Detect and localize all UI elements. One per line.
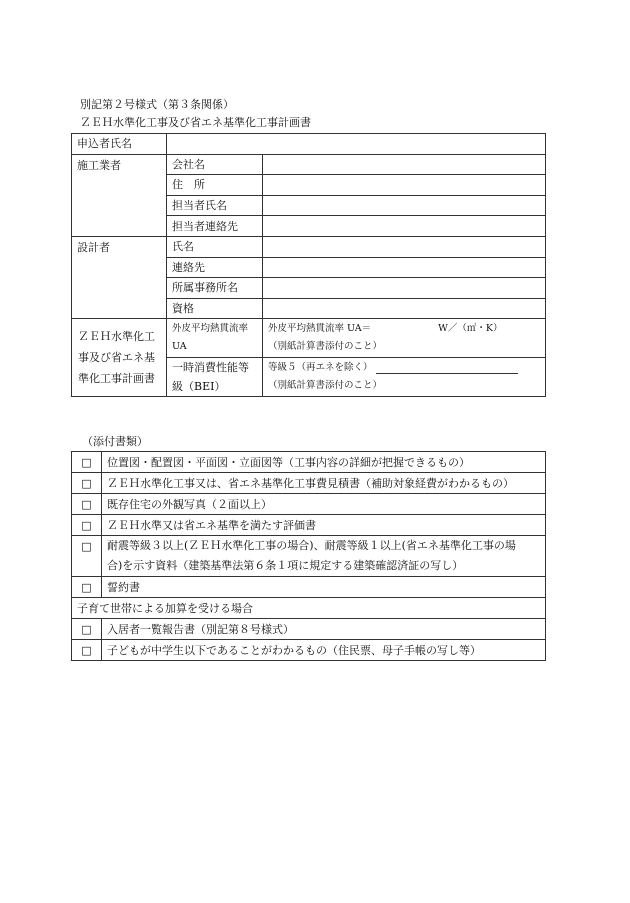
ua-label-line1: 外皮平均熱貫流率 xyxy=(172,323,249,335)
applicant-value[interactable] xyxy=(167,134,546,155)
attachment-item: 入居者一覧報告書（別記第８号様式） xyxy=(102,619,546,640)
checkbox[interactable]: □ xyxy=(72,640,102,661)
designer-name-label: 氏名 xyxy=(167,236,263,257)
designer-label: 設計者 xyxy=(72,236,167,318)
attachment-item: ＺＥＨ水準化工事又は、省エネ基準化工事費見積書（補助対象経費がわかるもの） xyxy=(102,473,546,494)
ua-unit: W／（㎡・K） xyxy=(438,323,503,335)
checkbox[interactable]: □ xyxy=(72,515,102,536)
checkbox[interactable]: □ xyxy=(72,536,102,577)
attachment-item: ＺＥＨ水準又は省エネ基準を満たす評価書 xyxy=(102,515,546,536)
ua-value-prefix: 外皮平均熱貫流率 UA＝ xyxy=(268,323,372,335)
zeh-plan-label xyxy=(72,319,167,397)
contractor-label: 施工業者 xyxy=(72,154,167,236)
bei-value-line xyxy=(268,362,545,374)
attachment-item-seismic xyxy=(102,536,546,577)
contractor-company-value[interactable] xyxy=(263,154,546,175)
designer-name-value[interactable] xyxy=(263,236,546,257)
bei-value-cell[interactable] xyxy=(263,358,546,397)
designer-contact-label: 連絡先 xyxy=(167,257,263,278)
ua-value-cell[interactable] xyxy=(263,319,546,358)
checkbox[interactable]: □ xyxy=(72,473,102,494)
contractor-person-value[interactable] xyxy=(263,195,546,216)
zeh-plan-label-line: ＺＥＨ水準化工 xyxy=(78,330,155,344)
bei-blank-line[interactable] xyxy=(376,364,518,374)
attachment-item: 位置図・配置図・平面図・立面図等（工事内容の詳細が把握できるもの） xyxy=(102,452,546,473)
checkbox[interactable]: □ xyxy=(72,619,102,640)
ua-note: （別紙計算書添付のこと） xyxy=(268,341,383,353)
attachments-table xyxy=(71,451,546,661)
contractor-company-label: 会社名 xyxy=(167,154,263,175)
bei-label xyxy=(167,358,263,397)
applicant-label: 申込者氏名 xyxy=(72,134,167,155)
contractor-address-value[interactable] xyxy=(263,175,546,196)
attachments-title: （添付書類） xyxy=(82,435,148,448)
bei-label-line1: 一時消費性能等 xyxy=(172,361,249,375)
ua-label-line2: UA xyxy=(172,341,187,353)
attachment-item: 子どもが中学生以下であることがわかるもの（住民票、母子手帳の写し等） xyxy=(102,640,546,661)
applicant-row xyxy=(72,134,546,155)
bei-note: （別紙計算書添付のこと） xyxy=(268,380,383,392)
designer-contact-value[interactable] xyxy=(263,257,546,278)
child-section-header: 子育て世帯による加算を受ける場合 xyxy=(72,598,546,619)
contractor-contact-value[interactable] xyxy=(263,216,546,237)
checkbox[interactable]: □ xyxy=(72,577,102,598)
plan-form-table xyxy=(71,133,546,397)
zeh-plan-label-line: 事及び省エネ基 xyxy=(78,351,155,365)
contractor-address-label: 住 所 xyxy=(167,175,263,196)
designer-qualification-label: 資格 xyxy=(167,298,263,319)
page-title: ＺＥＨ水準化工事及び省エネ基準化工事計画書 xyxy=(80,116,311,129)
designer-qualification-value[interactable] xyxy=(263,298,546,319)
checkbox[interactable]: □ xyxy=(72,452,102,473)
contractor-contact-label: 担当者連絡先 xyxy=(167,216,263,237)
seismic-line: 耐震等級３以上(ＺＥＨ水準化工事の場合)、耐震等級１以上(省エネ基準化工事の場 xyxy=(107,539,516,552)
form-number: 別記第２号様式（第３条関係） xyxy=(80,98,234,111)
bei-value: 等級５（再エネを除く） xyxy=(268,362,373,374)
ua-value-line xyxy=(268,323,545,335)
designer-office-label: 所属事務所名 xyxy=(167,278,263,299)
attachment-item: 既存住宅の外観写真（２面以上） xyxy=(102,494,546,515)
bei-label-line2: 級（BEI） xyxy=(172,380,226,394)
checkbox[interactable]: □ xyxy=(72,494,102,515)
attachment-item-oath: 誓約書 xyxy=(102,577,546,598)
designer-office-value[interactable] xyxy=(263,278,546,299)
ua-label xyxy=(167,319,263,358)
contractor-person-label: 担当者氏名 xyxy=(167,195,263,216)
zeh-plan-label-line: 準化工事計画書 xyxy=(78,372,155,386)
seismic-line: 合)を示す資料（建築基準法第６条１項に規定する建築確認済証の写し） xyxy=(107,559,464,572)
